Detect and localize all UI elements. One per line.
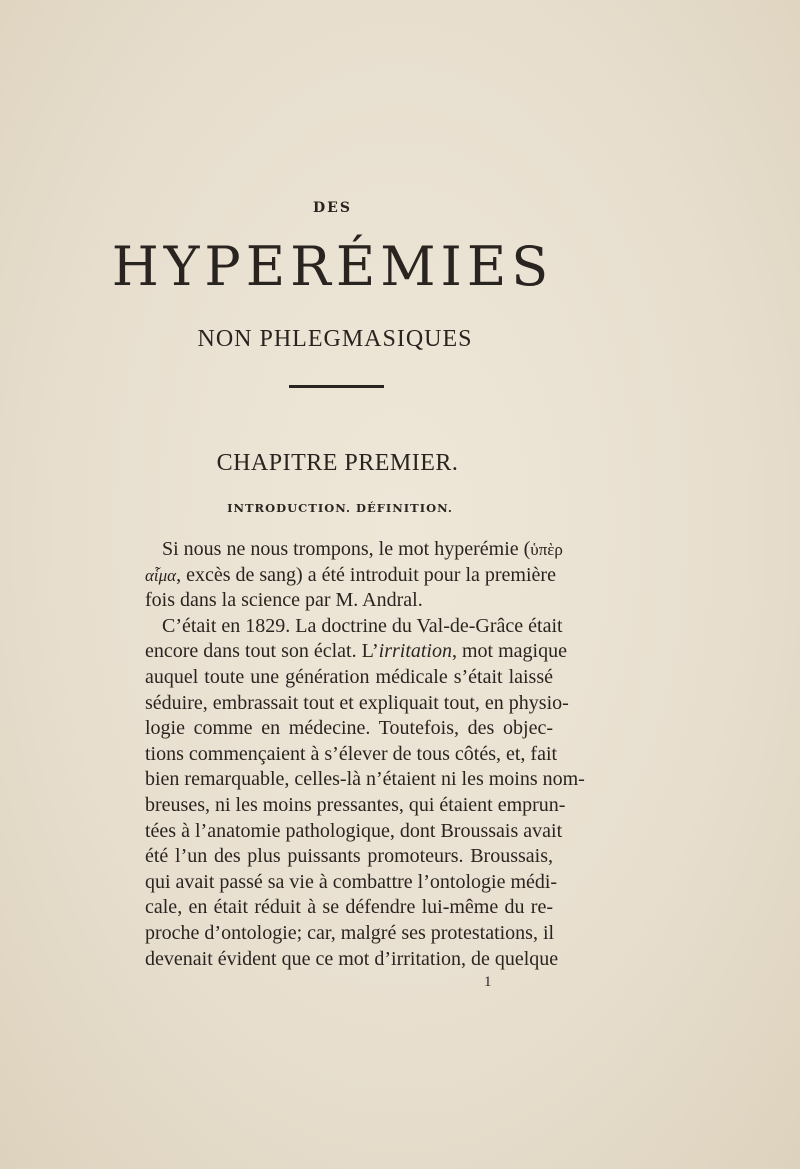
text-line (145, 614, 563, 640)
greek-word: ὑπὲρ (530, 540, 563, 559)
text-line: proche d’ontologie; car, malgré ses protestations, il (145, 921, 555, 944)
text-line: logie comme en médecine. Toutefois, des objec- (145, 717, 553, 740)
text-line (145, 537, 563, 563)
text-span: , excès de sang) a été introduit pour la première (176, 563, 556, 586)
text-line: breuses, ni les moins pressantes, qui étaient emprun- (145, 793, 566, 816)
text-line: devenait évident que ce mot d’irritation, de quelque (145, 947, 559, 970)
text-line: auquel toute une génération médicale s’était laissé (145, 665, 553, 688)
text-line: qui avait passé sa vie à combattre l’ontologie médi- (145, 870, 558, 893)
pre-title: DES (313, 200, 352, 216)
chapter-title: CHAPITRE PREMIER. (216, 450, 459, 476)
italic-word: irritation (378, 640, 452, 663)
text-line (145, 563, 556, 589)
title-rule (289, 385, 384, 388)
text-line (145, 639, 567, 665)
text-span: , mot magique (452, 640, 567, 663)
text-line: été l’un des plus puissants promoteurs. Broussais, (145, 845, 553, 868)
section-title: INTRODUCTION. DÉFINITION. (227, 501, 453, 515)
subtitle: NON PHLEGMASIQUES (197, 326, 473, 352)
text-line: fois dans la science par M. Andral. (145, 589, 423, 612)
main-title: HYPERÉMIES (111, 235, 554, 298)
greek-word: αἷμα (145, 565, 177, 585)
text-line: cale, en était réduit à se défendre lui-même du re- (145, 896, 553, 919)
page-number: 1 (484, 974, 492, 990)
text-span: Si nous ne nous trompons, le mot hyperémie ( (162, 538, 531, 560)
text-line: bien remarquable, celles-là n’étaient ni les moins nom- (145, 768, 585, 791)
text-line: tions commençaient à s’élever de tous côtés, et, fait (145, 742, 558, 765)
text-span: C’était en 1829. La doctrine du Val-de-Grâce était (162, 614, 563, 637)
text-line: tées à l’anatomie pathologique, dont Broussais avait (145, 819, 563, 842)
text-line: séduire, embrassait tout et expliquait tout, en physio- (145, 691, 569, 714)
text-span: encore dans tout son éclat. L’ (145, 640, 379, 663)
body-text (145, 537, 585, 972)
